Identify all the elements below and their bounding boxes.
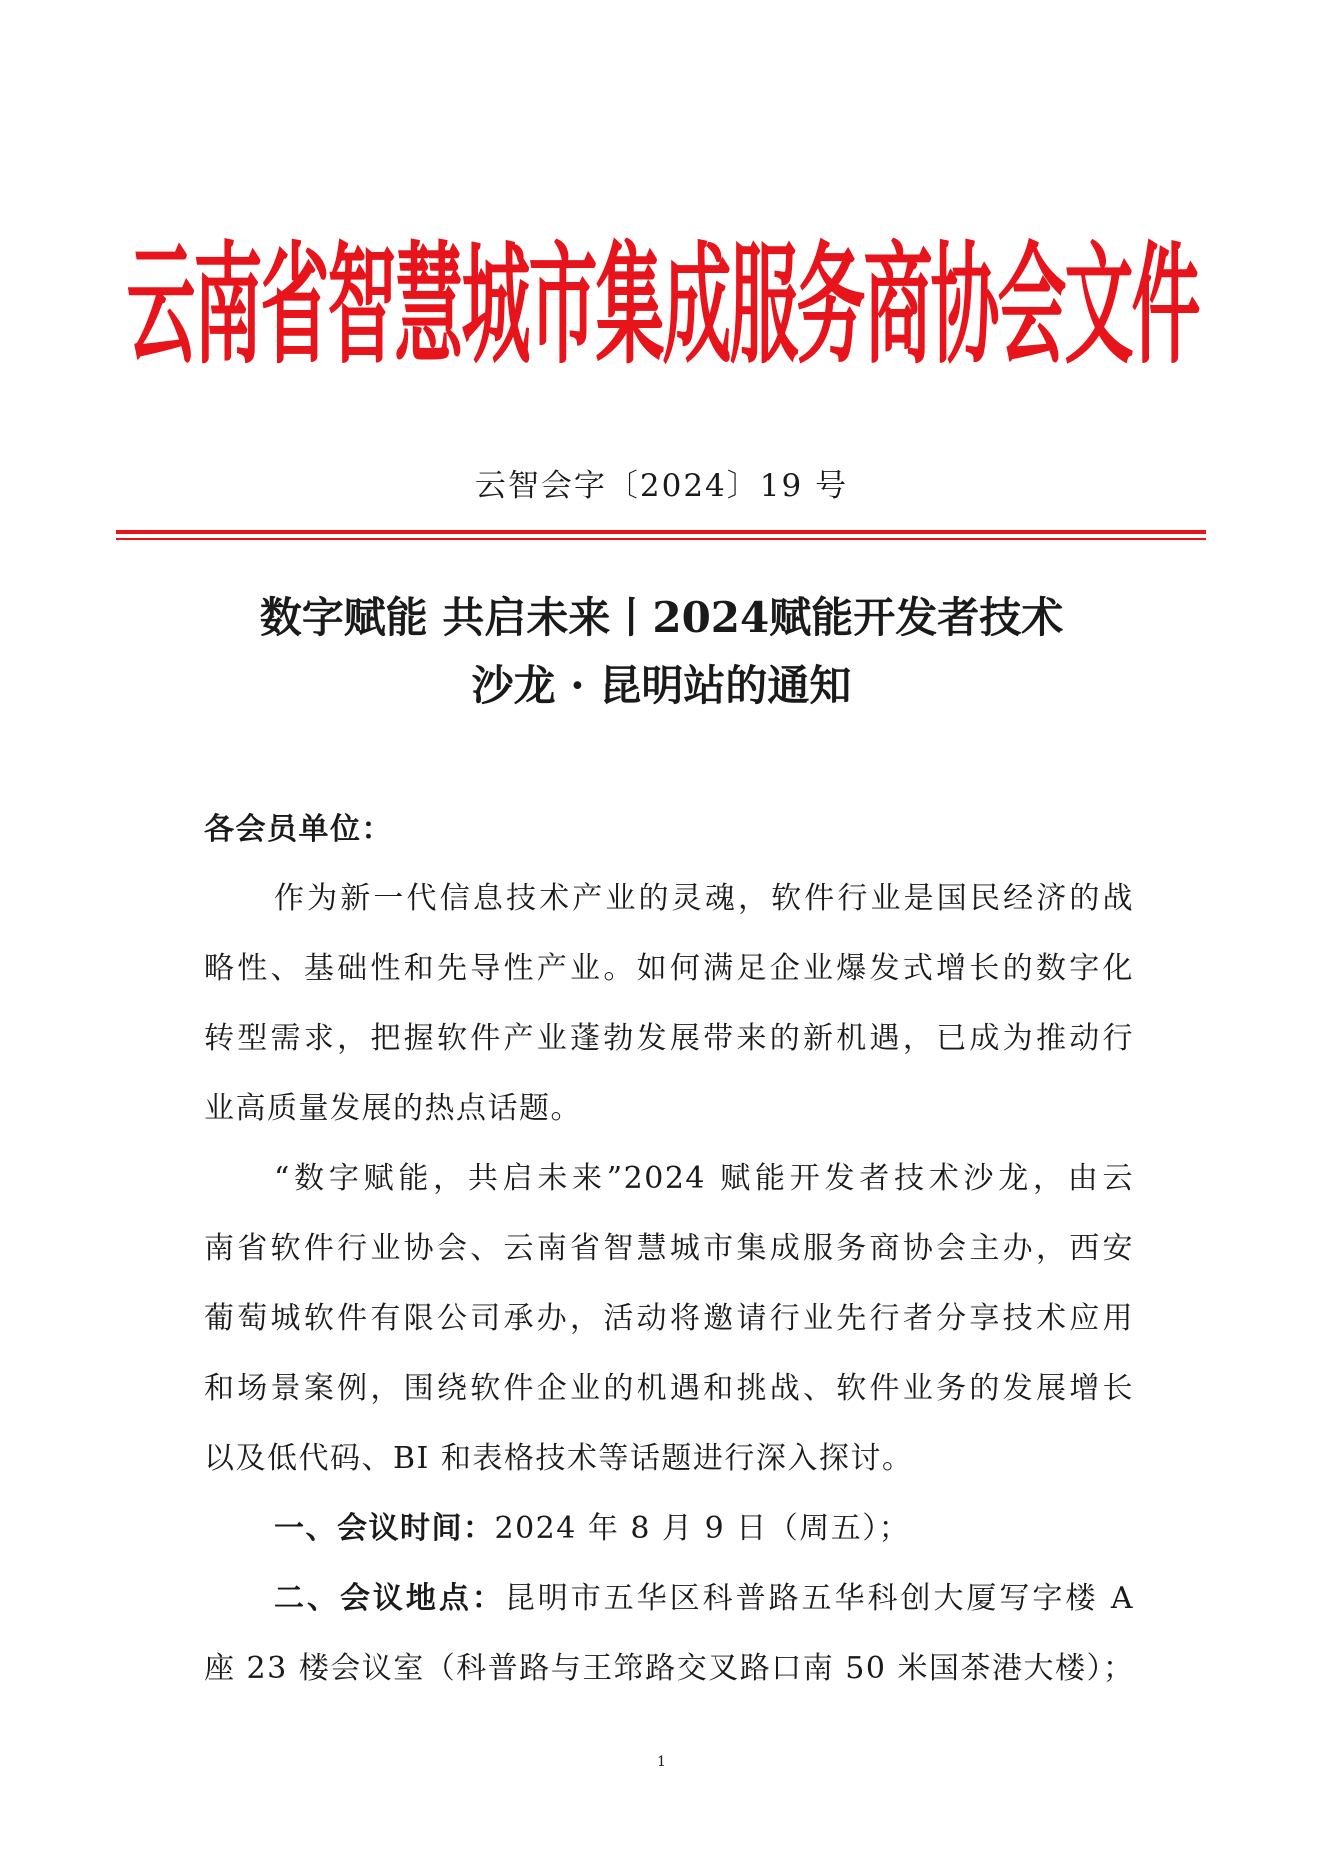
masthead-title bbox=[126, 146, 1199, 469]
header-divider-thick bbox=[116, 530, 1206, 534]
notice-title-line-1: 数字赋能 共启未来丨2024赋能开发者技术 bbox=[259, 593, 1064, 642]
paragraph-2-line-5: 以及低代码、BI 和表格技术等话题进行深入探讨。 bbox=[204, 1441, 914, 1476]
paragraph-2-line-1: “数字赋能，共启未来”2024 赋能开发者技术沙龙，由云 bbox=[274, 1161, 1134, 1196]
page-number: 1 bbox=[657, 1754, 666, 1770]
paragraph-2-line-2: 南省软件行业协会、云南省智慧城市集成服务商协会主办，西安 bbox=[204, 1231, 1134, 1266]
meeting-time-label: 一、会议时间： bbox=[274, 1511, 495, 1546]
paragraph-2-line-3: 葡萄城软件有限公司承办，活动将邀请行业先行者分享技术应用 bbox=[204, 1301, 1134, 1336]
meeting-location-value-line-1: 昆明市五华区科普路五华科创大厦写字楼 A bbox=[504, 1581, 1134, 1616]
meeting-location-label: 二、会议地点： bbox=[274, 1581, 505, 1616]
meeting-time-item bbox=[274, 1509, 1134, 1549]
paragraph-1-line-1: 作为新一代信息技术产业的灵魂，软件行业是国民经济的战 bbox=[274, 881, 1134, 916]
paragraph-1-line-4: 业高质量发展的热点话题。 bbox=[204, 1091, 582, 1126]
header-divider-thin bbox=[116, 538, 1206, 540]
salutation: 各会员单位： bbox=[204, 812, 393, 847]
document-number: 云智会字〔2024〕19 号 bbox=[474, 468, 849, 504]
masthead-title-text: 云南省智慧城市集成服务商协会文件 bbox=[126, 230, 1199, 383]
meeting-location-item bbox=[274, 1579, 1134, 1619]
paragraph-2-line-4: 和场景案例，围绕软件企业的机遇和挑战、软件业务的发展增长 bbox=[204, 1371, 1134, 1406]
paragraph-1-line-3: 转型需求，把握软件产业蓬勃发展带来的新机遇，已成为推动行 bbox=[204, 1021, 1134, 1056]
paragraph-1-line-2: 略性、基础性和先导性产业。如何满足企业爆发式增长的数字化 bbox=[204, 951, 1134, 986]
meeting-location-value-line-2: 座 23 楼会议室（科普路与王筇路交叉路口南 50 米国茶港大楼）； bbox=[204, 1651, 1135, 1686]
notice-title-line-2: 沙龙 · 昆明站的通知 bbox=[471, 661, 852, 710]
meeting-time-value: 2024 年 8 月 9 日（周五）； bbox=[494, 1511, 911, 1546]
